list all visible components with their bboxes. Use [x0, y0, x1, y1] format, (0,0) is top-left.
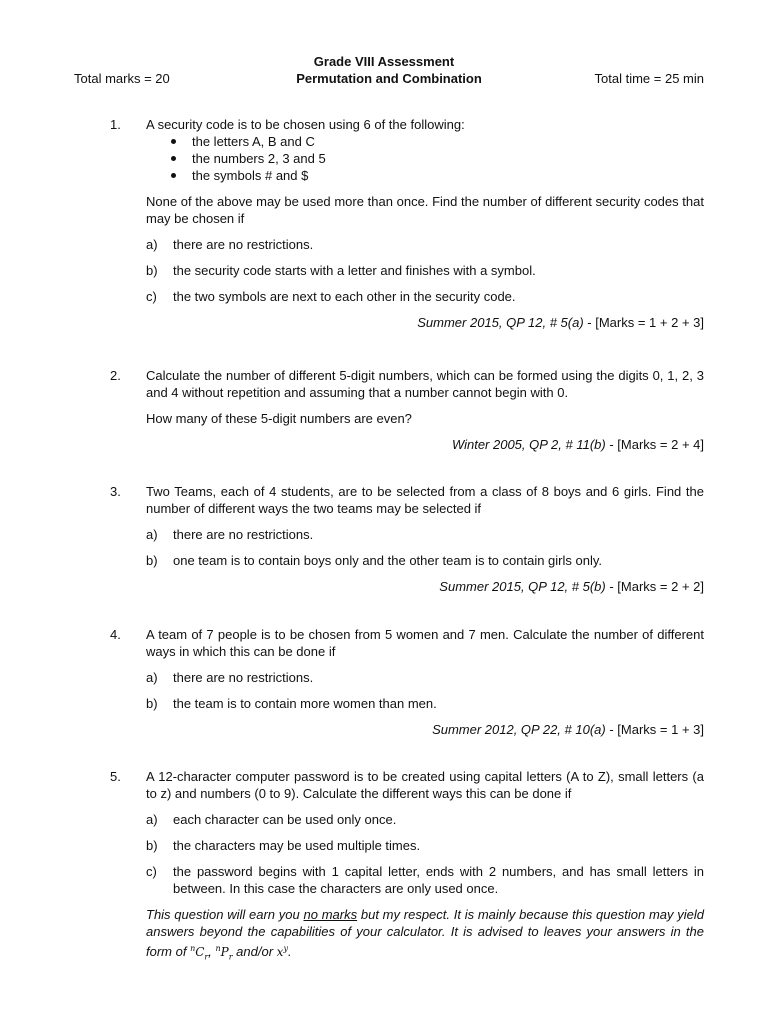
- question-text: A 12-character computer password is to be created using capital letters (A to Z), small letters (a to z) and numbers (0 to 9). Calculate the different ways this can be done if: [146, 769, 704, 801]
- question-part: [146, 811, 704, 828]
- question-1: [110, 116, 704, 331]
- note-underline: no marks: [303, 907, 358, 922]
- total-time: Total time = 25 min: [594, 71, 704, 86]
- part-text: the security code starts with a letter and finishes with a symbol.: [173, 263, 536, 278]
- question-4: [110, 626, 704, 738]
- source-marks: - [Marks = 2 + 4]: [605, 437, 704, 452]
- source-reference: [146, 721, 704, 738]
- source-marks: - [Marks = 1 + 2 + 3]: [583, 315, 704, 330]
- bullet-item: the symbols # and $: [146, 167, 704, 184]
- bullet-item: the numbers 2, 3 and 5: [146, 150, 704, 167]
- question-part: [146, 526, 704, 543]
- part-label: a): [146, 527, 158, 542]
- question-text: None of the above may be used more than once. Find the number of different security codes that may be chosen if: [146, 194, 704, 226]
- source-reference: [146, 578, 704, 595]
- part-label: b): [146, 553, 158, 568]
- question-2: [110, 367, 704, 453]
- question-number: 3.: [110, 484, 121, 499]
- part-label: a): [146, 237, 158, 252]
- question-part: [146, 236, 704, 253]
- source-ref: Summer 2015, QP 12, # 5(b): [439, 579, 606, 594]
- source-ref: Summer 2015, QP 12, # 5(a): [417, 315, 584, 330]
- question-part: [146, 837, 704, 854]
- note-end: .: [287, 944, 292, 959]
- part-text: the team is to contain more women than men.: [173, 696, 437, 711]
- question-intro: A security code is to be chosen using 6 of the following:: [146, 117, 465, 132]
- question-part: [146, 288, 704, 305]
- question-text: Two Teams, each of 4 students, are to be selected from a class of 8 boys and 6 girls. Find the number of different ways the two teams may be selected if: [146, 484, 704, 516]
- note-text: but my respect. It is mainly because this question may yield answers beyond the capabilities of your calculator. It is advised to leaves your answers in the form of: [146, 907, 704, 959]
- question-number: 2.: [110, 368, 121, 383]
- source-marks: - [Marks = 2 + 2]: [605, 579, 704, 594]
- question-number: 4.: [110, 627, 121, 642]
- part-text: the characters may be used multiple times.: [173, 838, 421, 853]
- question-text: A team of 7 people is to be chosen from 5 women and 7 men. Calculate the number of different ways in which this can be done if: [146, 627, 704, 659]
- question-text-2: How many of these 5-digit numbers are even?: [146, 411, 412, 426]
- source-reference: [146, 314, 704, 331]
- permutation-formula: $^nP_r$: [215, 944, 233, 962]
- source-reference: [146, 436, 704, 453]
- bullet-item: the letters A, B and C: [146, 133, 704, 150]
- page-title: Grade VIII Assessment: [313, 54, 455, 69]
- question-text: Calculate the number of different 5-digit numbers, which can be formed using the digits 0, 1, 2, 3 and 4 without repetition and assuming that a number cannot begin with 0.: [146, 368, 704, 400]
- part-text: there are no restrictions.: [173, 527, 314, 542]
- part-label: c): [146, 864, 157, 879]
- bullet-list: [146, 133, 704, 184]
- source-marks: - [Marks = 1 + 3]: [605, 722, 704, 737]
- total-marks: Total marks = 20: [74, 71, 170, 86]
- question-number: 1.: [110, 117, 121, 132]
- question-5: [110, 768, 704, 965]
- question-part: [146, 262, 704, 279]
- source-ref: Summer 2012, QP 22, # 10(a): [432, 722, 606, 737]
- part-label: a): [146, 670, 158, 685]
- power-formula: $x^y$: [276, 944, 288, 959]
- part-text: there are no restrictions.: [173, 670, 314, 685]
- part-text: the two symbols are next to each other in the security code.: [173, 289, 516, 304]
- part-label: b): [146, 263, 158, 278]
- question-part: [146, 863, 704, 897]
- note-text: and/or: [236, 944, 277, 959]
- part-label: b): [146, 696, 158, 711]
- note-text: This question will earn you: [146, 907, 304, 922]
- part-text: each character can be used only once.: [173, 812, 397, 827]
- bonus-note: This question will earn you no marks but my respect. It is mainly because this question may yield answers beyond the capabilities of your calculator. It is advised to leaves your answers in the form of $^nC_r$, $^nP_r$ and/or $x^y$.: [146, 907, 704, 962]
- question-part: [146, 695, 704, 712]
- part-label: a): [146, 812, 158, 827]
- header-row: [74, 70, 704, 88]
- question-part: [146, 669, 704, 686]
- subject-title: Permutation and Combination: [296, 71, 482, 86]
- part-text: there are no restrictions.: [173, 237, 314, 252]
- part-text: one team is to contain boys only and the other team is to contain girls only.: [173, 553, 602, 568]
- combination-formula: $^nC_r$: [190, 944, 209, 962]
- question-3: [110, 483, 704, 595]
- part-label: c): [146, 289, 157, 304]
- question-part: [146, 552, 704, 569]
- part-label: b): [146, 838, 158, 853]
- source-ref: Winter 2005, QP 2, # 11(b): [451, 437, 606, 452]
- question-number: 5.: [110, 769, 121, 784]
- part-text: the password begins with 1 capital letter, ends with 2 numbers, and has small letters in between. In this case the characters are only used once.: [173, 864, 704, 896]
